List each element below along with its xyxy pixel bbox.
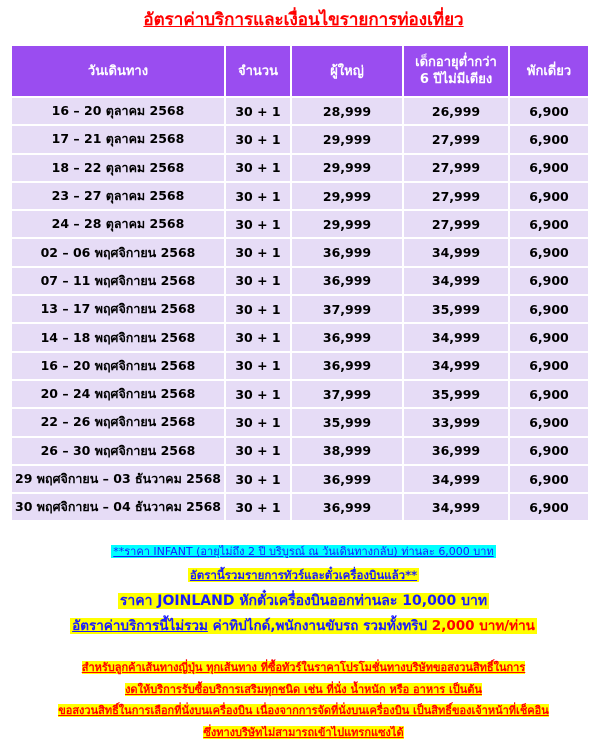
cell-adult: 29,999 (292, 155, 402, 181)
excludes-middle: ค่าทิปไกด์,พนักงานขับรถ รวมทั้งทริป (207, 618, 432, 634)
cell-child: 35,999 (404, 381, 508, 407)
cell-date: 16 – 20 ตุลาคม 2568 (12, 98, 224, 124)
cell-single: 6,900 (510, 126, 588, 152)
cell-single: 6,900 (510, 381, 588, 407)
cell-child: 27,999 (404, 126, 508, 152)
cell-adult: 36,999 (292, 268, 402, 294)
cell-quantity: 30 + 1 (226, 353, 290, 379)
cell-date: 14 – 18 พฤศจิกายน 2568 (12, 324, 224, 350)
infant-note (0, 542, 607, 560)
cell-adult: 35,999 (292, 409, 402, 435)
cell-single: 6,900 (510, 183, 588, 209)
disclaimer-line (0, 657, 607, 679)
cell-single: 6,900 (510, 324, 588, 350)
cell-date: 30 พฤศจิกายน – 04 ธันวาคม 2568 (12, 494, 224, 520)
includes-note-text: อัตรานี้รวมรายการทัวร์และตั๋วเครื่องบินแล้ว** (189, 568, 418, 582)
header-quantity: จำนวน (226, 46, 290, 96)
cell-date: 17 – 21 ตุลาคม 2568 (12, 126, 224, 152)
cell-single: 6,900 (510, 494, 588, 520)
cell-child: 27,999 (404, 183, 508, 209)
cell-quantity: 30 + 1 (226, 409, 290, 435)
cell-date: 13 – 17 พฤศจิกายน 2568 (12, 296, 224, 322)
cell-child: 27,999 (404, 211, 508, 237)
disclaimer-line-4: ซึ่งทางบริษัทไม่สามารถเข้าไปแทรกแซงได้ (203, 725, 404, 739)
excludes-note (0, 614, 607, 636)
cell-quantity: 30 + 1 (226, 211, 290, 237)
table-row (12, 183, 588, 209)
cell-child: 34,999 (404, 268, 508, 294)
table-row (12, 324, 588, 350)
table-row (12, 268, 588, 294)
cell-child: 35,999 (404, 296, 508, 322)
joinland-note-text: ราคา JOINLAND หักตั๋วเครื่องบินออกท่านละ 10,000 บาท (119, 593, 488, 609)
cell-child: 26,999 (404, 98, 508, 124)
table-row (12, 98, 588, 124)
excludes-prefix: อัตราค่าบริการนี้ไม่รวม (72, 618, 208, 634)
cell-child: 27,999 (404, 155, 508, 181)
cell-single: 6,900 (510, 409, 588, 435)
table-row (12, 381, 588, 407)
header-child-line1: เด็กอายุต่ำกว่า (415, 55, 497, 70)
disclaimer-line-2: งดให้บริการรับซื้อบริการเสริมทุกชนิด เช่น ที่นั่ง น้ำหนัก หรือ อาหาร เป็นต้น (125, 682, 482, 696)
cell-quantity: 30 + 1 (226, 239, 290, 265)
cell-single: 6,900 (510, 353, 588, 379)
cell-date: 22 – 26 พฤศจิกายน 2568 (12, 409, 224, 435)
cell-quantity: 30 + 1 (226, 98, 290, 124)
cell-single: 6,900 (510, 98, 588, 124)
cell-quantity: 30 + 1 (226, 268, 290, 294)
header-single: พักเดี่ยว (510, 46, 588, 96)
cell-adult: 29,999 (292, 183, 402, 209)
disclaimer-line (0, 679, 607, 701)
cell-child: 34,999 (404, 239, 508, 265)
table-row (12, 211, 588, 237)
cell-single: 6,900 (510, 296, 588, 322)
disclaimer-line-1: สำหรับลูกค้าเส้นทางญี่ปุ่น ทุกเส้นทาง ที่ซื้อทัวร์ในราคาโปรโมชั่นทางบริษัทขอสงวนสิทธิ์ในการ (81, 661, 526, 674)
table-row (12, 494, 588, 520)
table-header-row (12, 46, 588, 96)
cell-child: 34,999 (404, 324, 508, 350)
cell-adult: 36,999 (292, 239, 402, 265)
cell-adult: 36,999 (292, 494, 402, 520)
cell-child: 33,999 (404, 409, 508, 435)
cell-date: 29 พฤศจิกายน – 03 ธันวาคม 2568 (12, 466, 224, 492)
header-date: วันเดินทาง (12, 46, 224, 96)
cell-adult: 36,999 (292, 353, 402, 379)
table-row (12, 239, 588, 265)
cell-date: 16 – 20 พฤศจิกายน 2568 (12, 353, 224, 379)
header-child-line2: 6 ปีไม่มีเตียง (419, 72, 493, 87)
cell-quantity: 30 + 1 (226, 155, 290, 181)
cell-date: 02 – 06 พฤศจิกายน 2568 (12, 239, 224, 265)
table-row (12, 438, 588, 464)
cell-quantity: 30 + 1 (226, 183, 290, 209)
cell-quantity: 30 + 1 (226, 381, 290, 407)
cell-quantity: 30 + 1 (226, 494, 290, 520)
cell-adult: 29,999 (292, 126, 402, 152)
cell-child: 34,999 (404, 494, 508, 520)
cell-adult: 36,999 (292, 466, 402, 492)
excludes-note-highlight (70, 618, 537, 634)
cell-adult: 38,999 (292, 438, 402, 464)
cell-date: 18 – 22 ตุลาคม 2568 (12, 155, 224, 181)
cell-child: 34,999 (404, 353, 508, 379)
header-adult: ผู้ใหญ่ (292, 46, 402, 96)
joinland-note (0, 590, 607, 612)
cell-adult: 37,999 (292, 296, 402, 322)
cell-single: 6,900 (510, 466, 588, 492)
cell-quantity: 30 + 1 (226, 324, 290, 350)
table-row (12, 296, 588, 322)
cell-child: 36,999 (404, 438, 508, 464)
disclaimer-line (0, 722, 607, 744)
cell-date: 23 – 27 ตุลาคม 2568 (12, 183, 224, 209)
cell-quantity: 30 + 1 (226, 296, 290, 322)
cell-quantity: 30 + 1 (226, 466, 290, 492)
includes-note (0, 567, 607, 585)
cell-child: 34,999 (404, 466, 508, 492)
cell-single: 6,900 (510, 438, 588, 464)
disclaimer (0, 657, 607, 743)
cell-adult: 28,999 (292, 98, 402, 124)
cell-single: 6,900 (510, 211, 588, 237)
rates-table (10, 44, 590, 522)
page-title: อัตราค่าบริการและเงื่อนไขรายการท่องเที่ยว (143, 10, 464, 30)
infant-note-text: **ราคา INFANT (อายุไม่ถึง 2 ปี บริบูรณ์ ณ วันเดินทางกลับ) ท่านละ 6,000 บาท (113, 545, 494, 558)
table-row (12, 126, 588, 152)
table-row (12, 353, 588, 379)
cell-quantity: 30 + 1 (226, 438, 290, 464)
header-child (404, 46, 508, 96)
cell-single: 6,900 (510, 239, 588, 265)
cell-adult: 37,999 (292, 381, 402, 407)
disclaimer-line-3: ขอสงวนสิทธิ์ในการเลือกที่นั่งบนเครื่องบิน เนื่องจากการจัดที่นั่งบนเครื่องบิน เป็นสิทธิ์ของเจ้าหน้าที่เช็คอิน (58, 704, 549, 717)
cell-single: 6,900 (510, 268, 588, 294)
table-row (12, 409, 588, 435)
disclaimer-line (0, 700, 607, 722)
cell-quantity: 30 + 1 (226, 126, 290, 152)
table-row (12, 155, 588, 181)
cell-date: 20 – 24 พฤศจิกายน 2568 (12, 381, 224, 407)
cell-date: 26 – 30 พฤศจิกายน 2568 (12, 438, 224, 464)
cell-single: 6,900 (510, 155, 588, 181)
excludes-amount: 2,000 บาท/ท่าน (431, 618, 535, 634)
table-row (12, 466, 588, 492)
cell-date: 07 – 11 พฤศจิกายน 2568 (12, 268, 224, 294)
cell-adult: 29,999 (292, 211, 402, 237)
cell-date: 24 – 28 ตุลาคม 2568 (12, 211, 224, 237)
cell-adult: 36,999 (292, 324, 402, 350)
